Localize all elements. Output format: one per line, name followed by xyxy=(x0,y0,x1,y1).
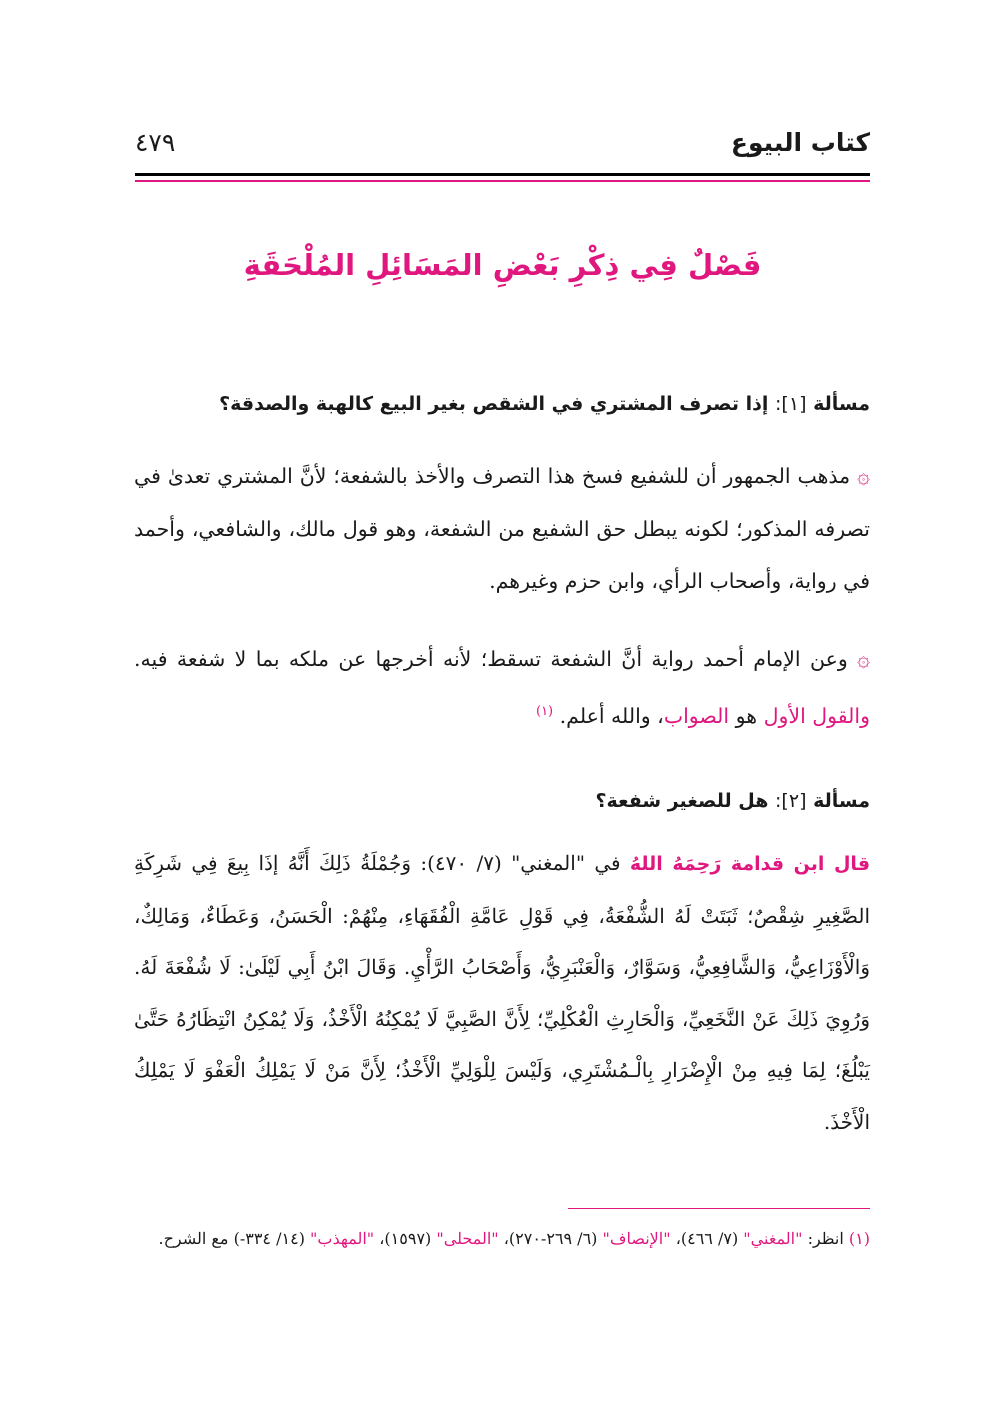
footnote-text: (٦/ ٢٦٩-٢٧٠)، xyxy=(503,1229,598,1248)
question-heading-2 xyxy=(134,790,870,812)
citation: في "المغني" (٧/ ٤٧٠): xyxy=(420,851,621,875)
footnote-text: (٧/ ٤٦٦)، xyxy=(675,1229,739,1248)
book-title: كتاب البيوع xyxy=(730,128,870,157)
question-heading-1 xyxy=(134,393,870,415)
paragraph-ahmad-view xyxy=(134,633,870,742)
header-rule-pink xyxy=(135,180,870,182)
footnote-1 xyxy=(134,1222,870,1255)
paragraph-text: ، والله أعلم. xyxy=(559,703,664,728)
section-title: فَصْلٌ فِي ذِكْرِ بَعْضِ المَسَائِلِ المُلْحَقَةِ xyxy=(243,248,762,282)
footnote-source-muhalla: "المحلى" xyxy=(436,1229,499,1248)
footnote-reference[interactable]: (١) xyxy=(535,704,554,719)
highlight-first-opinion: والقول الأول xyxy=(763,703,870,728)
highlight-correct: الصواب xyxy=(663,703,730,728)
question-label: مسألة xyxy=(813,790,870,812)
footnote-source-mughni: "المغني" xyxy=(743,1229,803,1248)
running-header xyxy=(135,128,870,168)
question-number: [١]: xyxy=(775,393,807,415)
footnote-text: انظر: xyxy=(807,1229,844,1248)
flower-bullet-icon: ۞ xyxy=(857,647,870,672)
footnote-rule xyxy=(568,1208,870,1209)
quoted-text: وَجُمْلَةُ ذَلِكَ أَنَّهُ إذَا بِيعَ فِي شَرِكَةِ الصَّغِيرِ شِقْصٌ؛ ثَبَتَتْ لَهُ الشُّفْعَةُ، فِي قَوْلِ عَامَّةِ الْفُقَهَاءِ، مِنْهُمْ: الْحَسَنُ، وَعَطَاءٌ، وَمَالِكٌ، وَالْأَوْزَاعِيُّ، وَالشَّافِعِيُّ، وَسَوَّارٌ، وَالْعَنْبَرِيُّ، وَأَصْحَابُ الرَّأْيِ. وَقَالَ ابْنُ أَبِي لَيْلَىٰ: لَا شُفْعَةَ لَهُ. وَرُوِيَ ذَلِكَ عَنْ النَّخَعِيِّ، وَالْحَارِثِ الْعُكْلِيِّ؛ لِأَنَّ الصَّبِيَّ لَا يُمْكِنُهُ الْأَخْذُ، وَلَا يُمْكِنُ انْتِظَارُهُ حَتَّىٰ يَبْلُغَ؛ لِمَا فِيهِ مِنْ الْإِضْرَارِ بِالْـمُشْتَرِي، وَلَيْسَ لِلْوَلِيِّ الْأَخْذُ؛ لِأَنَّ مَنْ لَا يَمْلِكُ الْعَفْوَ لَا يَمْلِكُ الْأَخْذَ. xyxy=(134,851,870,1134)
header-rule-black xyxy=(135,173,870,176)
footnote-source-muhadhdhab: "المهذب" xyxy=(310,1229,375,1248)
quote-source: قال ابن قدامة رَحِمَهُ اللهُ xyxy=(629,853,871,875)
question-title: هل للصغير شفعة؟ xyxy=(595,790,769,812)
footnote-number: (١) xyxy=(848,1229,870,1248)
flower-bullet-icon: ۞ xyxy=(857,464,870,489)
footnote-text: (١٤/ ٣٣٤-) مع الشرح. xyxy=(158,1229,305,1248)
question-label: مسألة xyxy=(813,393,870,415)
footnote-source-insaf: "الإنصاف" xyxy=(602,1229,671,1248)
paragraph-text: هو xyxy=(735,703,758,728)
paragraph-majority-view xyxy=(134,450,870,607)
paragraph-ibn-qudama-quote xyxy=(134,838,870,1148)
page-number: ٤٧٩ xyxy=(135,128,176,157)
question-number: [٢]: xyxy=(775,790,807,812)
question-title: إذا تصرف المشتري في الشقص بغير البيع كالهبة والصدقة؟ xyxy=(219,393,769,415)
paragraph-text: مذهب الجمهور أن للشفيع فسخ هذا التصرف والأخذ بالشفعة؛ لأنَّ المشتري تعدىٰ في تصرفه المذكور؛ لكونه يبطل حق الشفيع من الشفعة، وهو قول مالك، والشافعي، وأحمد في رواية، وأصحاب الرأي، وابن حزم وغيرهم. xyxy=(134,464,870,593)
paragraph-text: وعن الإمام أحمد رواية أنَّ الشفعة تسقط؛ لأنه أخرجها عن ملكه بما لا شفعة فيه. xyxy=(134,647,848,671)
footnote-text: (١٥٩٧)، xyxy=(379,1229,432,1248)
